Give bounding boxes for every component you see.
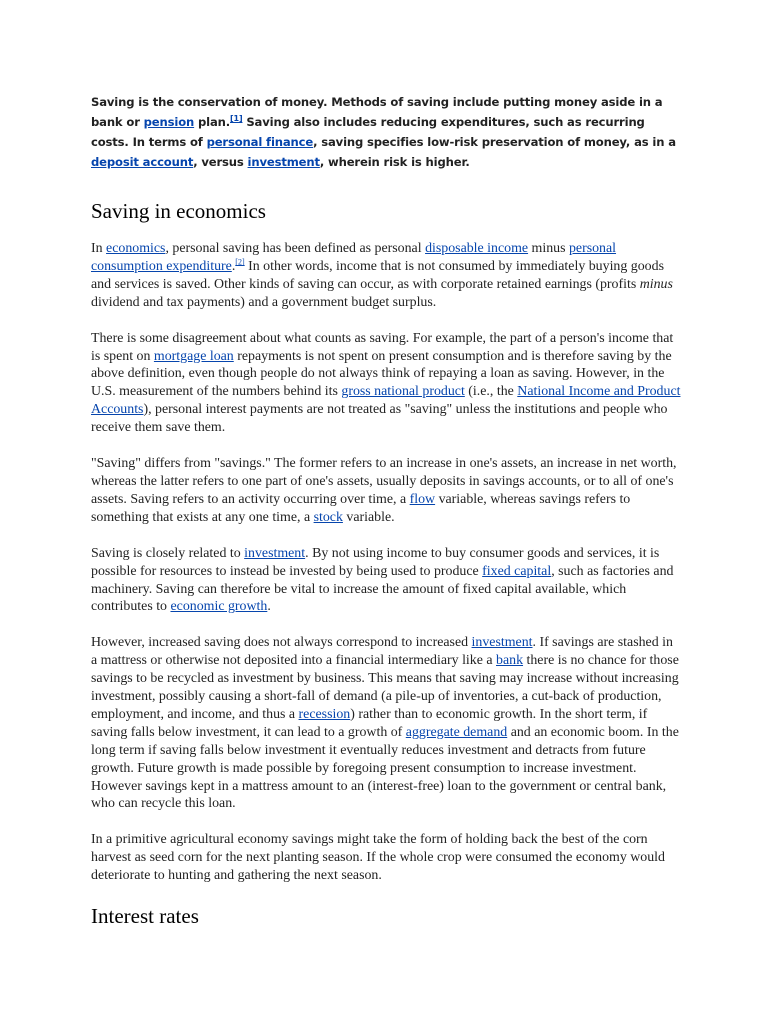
link-economics[interactable]: economics <box>106 241 166 256</box>
article <box>91 92 681 945</box>
link-flow[interactable]: flow <box>409 491 436 507</box>
link-personal-consumption-expenditure[interactable]: personal consumption expenditure <box>91 241 617 274</box>
link-stock[interactable]: stock <box>313 509 343 525</box>
paragraph-increased-saving: However, increased saving does not always correspond to increased investment. If savings are stashed in a mattress or otherwise not deposited into a financial intermediary like a bank there is no chance for those savings to be recycled as investment by business. This means that saving may increase without increasing investment, possibly causing a short-fall of demand (a pile-up of inventories, a cut-back of production, employment, and income, and thus a recession) rather than to economic growth. In the short term, if saving falls below investment, it can lead to a growth of aggregate demand and an economic boom. In the long term if saving falls below investment it eventually reduces investment and detracts from future growth. Future growth is made possible by foregoing present consumption to increase investment. However savings kept in a mattress amount to an (interest-free) loan to the government or central bank, who can recycle this loan. <box>91 635 679 812</box>
link-pension[interactable]: pension <box>143 115 195 129</box>
link-gross-national-product[interactable]: gross national product <box>341 384 465 400</box>
link-personal-finance[interactable]: personal finance <box>206 135 314 149</box>
link-recession[interactable]: recession <box>298 706 351 722</box>
paragraph-investment: Saving is closely related to investment. By not using income to buy consumer goods and services, it is possible for resources to instead be invested by being used to produce fixed capital, such as factories and machinery. Saving can therefore be vital to increase the amount of fixed capital available, which contributes to economic growth. <box>91 545 674 615</box>
link-economic-growth[interactable]: economic growth <box>170 599 268 615</box>
paragraph-disagreement: There is some disagreement about what counts as saving. For example, the part of a person's income that is spent on mortgage loan repayments is not spent on present consumption and is therefore saving by the above definition, even though people do not always think of repaying a loan as saving. However, in the U.S. measurement of the numbers behind its gross national product (i.e., the National Income and Product Accounts), personal interest payments are not treated as "saving" unless the institutions and people who receive them save them. <box>91 330 681 436</box>
intro-paragraph <box>91 92 681 172</box>
link-national-income-and-product-accounts[interactable]: National Income and Product Accounts <box>91 384 681 418</box>
link-aggregate-demand[interactable]: aggregate demand <box>405 724 508 740</box>
paragraph-saving-vs-savings: "Saving" differs from "savings." The former refers to an increase in one's assets, an increase in net worth, whereas the latter refers to one part of one's assets, usually deposits in savings accounts, or to all of one's assets. Saving refers to an activity occurring over time, a flow variable, whereas savings refers to something that exists at any one time, a stock variable. <box>91 456 677 525</box>
link-bank[interactable]: bank <box>496 653 524 669</box>
link-fixed-capital[interactable]: fixed capital <box>482 563 552 579</box>
link-investment-2[interactable]: investment <box>244 545 306 561</box>
link-investment-3[interactable]: investment <box>471 635 533 651</box>
paragraph-agricultural-economy: In a primitive agricultural economy savings might take the form of holding back the best of the corn harvest as seed corn for the next planting season. If the whole crop were consumed the economy would deteriorate to hunting and gathering the next season. <box>91 832 665 884</box>
citation-1[interactable]: [1] <box>230 114 243 124</box>
citation-2[interactable]: [2] <box>235 257 245 267</box>
section-heading-saving-in-economics: Saving in economics <box>91 199 266 223</box>
section-heading-interest-rates: Interest rates <box>91 904 199 929</box>
link-deposit-account[interactable]: deposit account <box>91 155 194 169</box>
link-disposable-income[interactable]: disposable income <box>425 241 529 256</box>
intro-text: Saving is the conservation of money. Methods of saving include putting money aside in a bank or pension plan.[1] Saving also includes reducing expenditures, such as recurring costs. In terms of personal finance, saving specifies low-risk preservation of money, as in a deposit account, versus investment, wherein risk is higher. <box>91 95 676 169</box>
emphasis-minus: minus <box>639 276 673 292</box>
link-investment[interactable]: investment <box>247 155 320 169</box>
paragraph-definition: In economics, personal saving has been defined as personal disposable income minus personal consumption expenditure.[2] In other words, income that is not consumed by immediately buying goods and services is saved. Other kinds of saving can occur, as with corporate retained earnings (profits minus dividend and tax payments) and a government budget surplus. <box>91 241 673 310</box>
link-mortgage-loan[interactable]: mortgage loan <box>153 348 234 364</box>
